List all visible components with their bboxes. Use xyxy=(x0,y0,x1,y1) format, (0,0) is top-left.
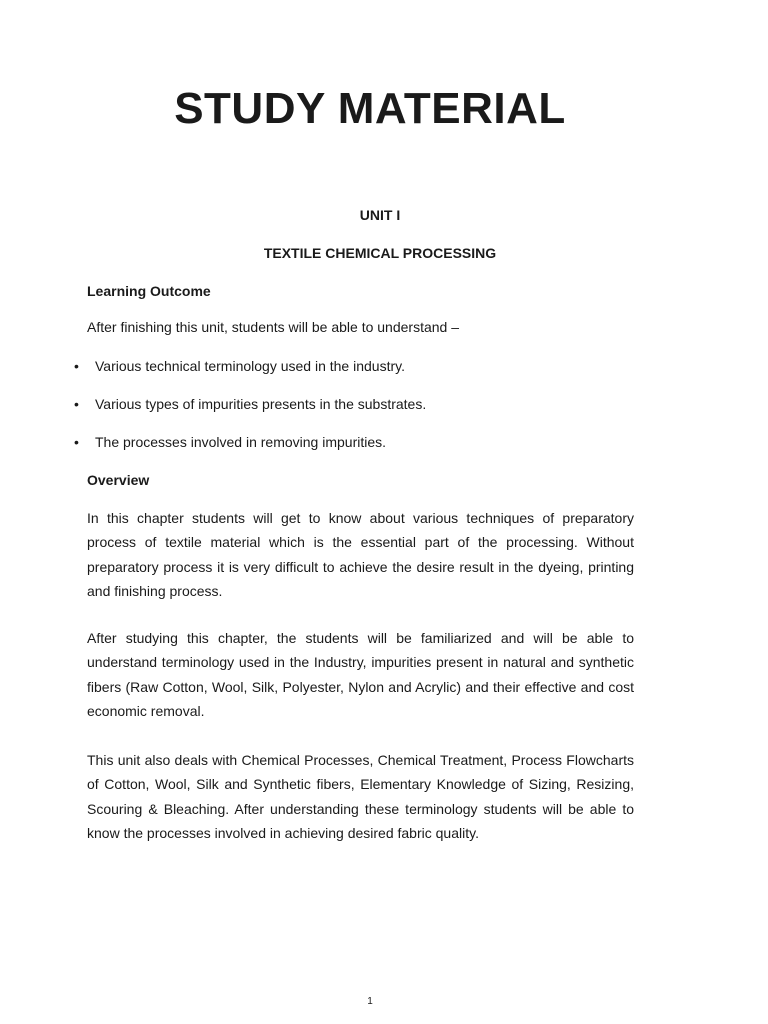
overview-paragraph: In this chapter students will get to know about various techniques of preparatory process of textile material which is the essential part of the processing. Without preparatory process it is very difficult to achieve the desire result in the dyeing, printing and finishing process. xyxy=(87,510,634,599)
unit-title: TEXTILE CHEMICAL PROCESSING xyxy=(263,245,497,261)
bullet-icon: • xyxy=(74,396,79,412)
overview-paragraph: After studying this chapter, the students will be familiarized and will be able to understand terminology used in the Industry, impurities present in natural and synthetic fibers (Raw Cotton, Wool, Silk, Polyester, Nylon and Acrylic) and their effective and cost economic removal. xyxy=(87,630,634,719)
learning-outcome-intro: After finishing this unit, students will be able to understand – xyxy=(87,319,459,335)
unit-label: UNIT I xyxy=(359,207,401,223)
bullet-icon: • xyxy=(74,358,79,374)
bullet-icon: • xyxy=(74,434,79,450)
document-title: STUDY MATERIAL xyxy=(174,84,566,133)
learning-outcome-heading: Learning Outcome xyxy=(87,283,211,299)
list-item-text: Various technical terminology used in the industry. xyxy=(95,358,405,374)
page-number: 1 xyxy=(367,996,373,1007)
list-item-text: Various types of impurities presents in the substrates. xyxy=(95,396,427,412)
list-item-text: The processes involved in removing impurities. xyxy=(95,434,387,450)
overview-paragraph: This unit also deals with Chemical Processes, Chemical Treatment, Process Flowcharts of Cotton, Wool, Silk and Synthetic fibers, Elementary Knowledge of Sizing, Resizing, Scouring & Bleaching. After understanding these terminology students will be able to know the processes involved in achieving desired fabric quality. xyxy=(87,752,634,841)
overview-heading: Overview xyxy=(87,472,150,488)
